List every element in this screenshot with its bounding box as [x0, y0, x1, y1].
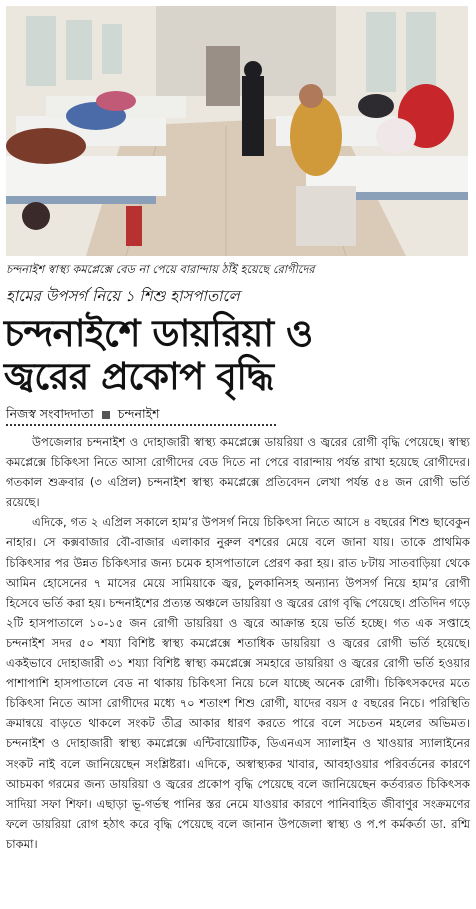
byline: [6, 406, 470, 422]
article-paragraph-1: উপজেলার চন্দনাইশ ও দোহাজারী স্বাস্থ্য কমপ্লেক্সে ডায়রিয়া ও জ্বরের রোগী বৃদ্ধি পেয়েছে। স্বাস্থ্য কমপ্লেক্সে চিকিৎসা নিতে আসা রোগীদের বেড দিতে না পেরে বারান্দায় পর্যন্ত রাখা হয়েছে রোগীদের। গতকাল শুক্রবার (৩ এপ্রিল) চন্দনাইশ স্বাস্থ্য কমপ্লেক্সে প্রতিবেদন লেখা পর্যন্ত ৫৪ জন রোগী ভর্তি রয়েছে।: [6, 435, 470, 510]
article-paragraph-2: এদিকে, গত ২ এপ্রিল সকালে হাম’র উপসর্গ নিয়ে চিকিৎসা নিতে আসে ৪ বছরের শিশু ছাবেকুন নাহার। সে কক্সবাজার বৌ-বাজার এলাকার নুরুল বশরের মেয়ে বলে জানা যায়। তাকে প্রাথমিক চিকিৎসার পর উন্নত চিকিৎসার জন্য চমেক হাসপাতালে প্রেরণ করা হয়। রাত ৮টায় সাতবাড়িয়া থেকে আমিন হোসেনের ৭ মাসের মেয়ে সামিয়াকে জ্বর, চুলকানিসহ অন্যান্য উপসর্গ নিয়ে হাম’র রোগী হিসেবে ভর্তি করা হয়। চন্দনাইশের প্রত্যন্ত অঞ্চলে ডায়রিয়া ও জ্বরের রোগ বৃদ্ধি পেয়েছে। প্রতিদিন গড়ে ২টি হাসপাতালে ১০-১৫ জন রোগী ডায়রিয়া ও জ্বরে আক্রান্ত হয়ে ভর্তি হচ্ছে। গত এক সপ্তাহে চন্দনাইশ সদর ৫০ শয্যা বিশিষ্ট স্বাস্থ্য কমপ্লেক্সে শতাধিক ডায়রিয়া ও জ্বরের রোগী ভর্তি হয়েছে। একইভাবে দোহাজারী ৩১ শয্যা বিশিষ্ট স্বাস্থ্য কমপ্লেক্সে সমহারে ডায়রিয়া ও জ্বরের রোগী ভর্তি হওয়ার পাশাপাশি হাসপাতালে বেড না থাকায় চিকিৎসা নিয়ে চলে যাচ্ছে অনেক রোগী। চিকিৎসকদের মতে চিকিৎসা নিতে আসা রোগীদের মধ্যে ৭০ শতাংশ শিশু রোগী, যাদের বয়স ৫ বছরের নিচে। পরিস্থিতি ক্রমান্বয়ে বাড়তে থাকলে সংকট তীব্র আকার ধারণ করতে পারে বলে সচেতন মহলের অভিমত। চন্দনাইশ ও দোহাজারী স্বাস্থ্য কমপ্লেক্সে এন্টিবায়োটিক, ডিএনএস স্যালাইন ও খাওয়ার স্যালাইনের সংকট নাই বলে জানিয়েছেন সংশ্লিষ্টরা। এদিকে, অস্বাস্থ্যকর খাবার, আবহাওয়ার পরিবর্তনের কারণে আচমকা গরমের জন্য ডায়রিয়া ও জ্বরের প্রকোপ বৃদ্ধি পেয়েছে বলে জানিয়েছেন কর্তব্যরত চিকিৎসক সাদিয়া সফা শিফা। এছাড়া ভূ-গর্ভস্থ পানির স্তর নেমে যাওয়ার কারণে পানিবাহিত জীবাণুর সংক্রমণের ফলে ডায়রিয়া রোগ হঠাৎ করে বৃদ্ধি পেয়েছে বলে জানান উপজেলা স্বাস্থ্য ও প.প কর্মকর্তা ডা. রশ্মি চাকমা।: [6, 515, 470, 851]
news-photo: [6, 6, 468, 256]
byline-place: চন্দনাইশ: [117, 406, 160, 421]
headline-line-1: চন্দনাইশে ডায়রিয়া ও: [4, 312, 313, 355]
photo-caption: চন্দনাইশ স্বাস্থ্য কমপ্লেক্সে বেড না পেয়ে বারান্দায় ঠাঁই হয়েছে রোগীদের: [6, 262, 315, 276]
square-bullet-icon: [102, 411, 110, 419]
headline: [4, 312, 472, 398]
article-body: [6, 432, 470, 854]
hospital-ward-photo: [6, 6, 468, 256]
kicker-headline: হামের উপসর্গ নিয়ে ১ শিশু হাসপাতালে: [6, 287, 240, 305]
byline-reporter: নিজস্ব সংবাদদাতা: [6, 406, 94, 421]
headline-line-2: জ্বরের প্রকোপ বৃদ্ধি: [4, 355, 274, 398]
dotted-divider: [6, 424, 276, 426]
